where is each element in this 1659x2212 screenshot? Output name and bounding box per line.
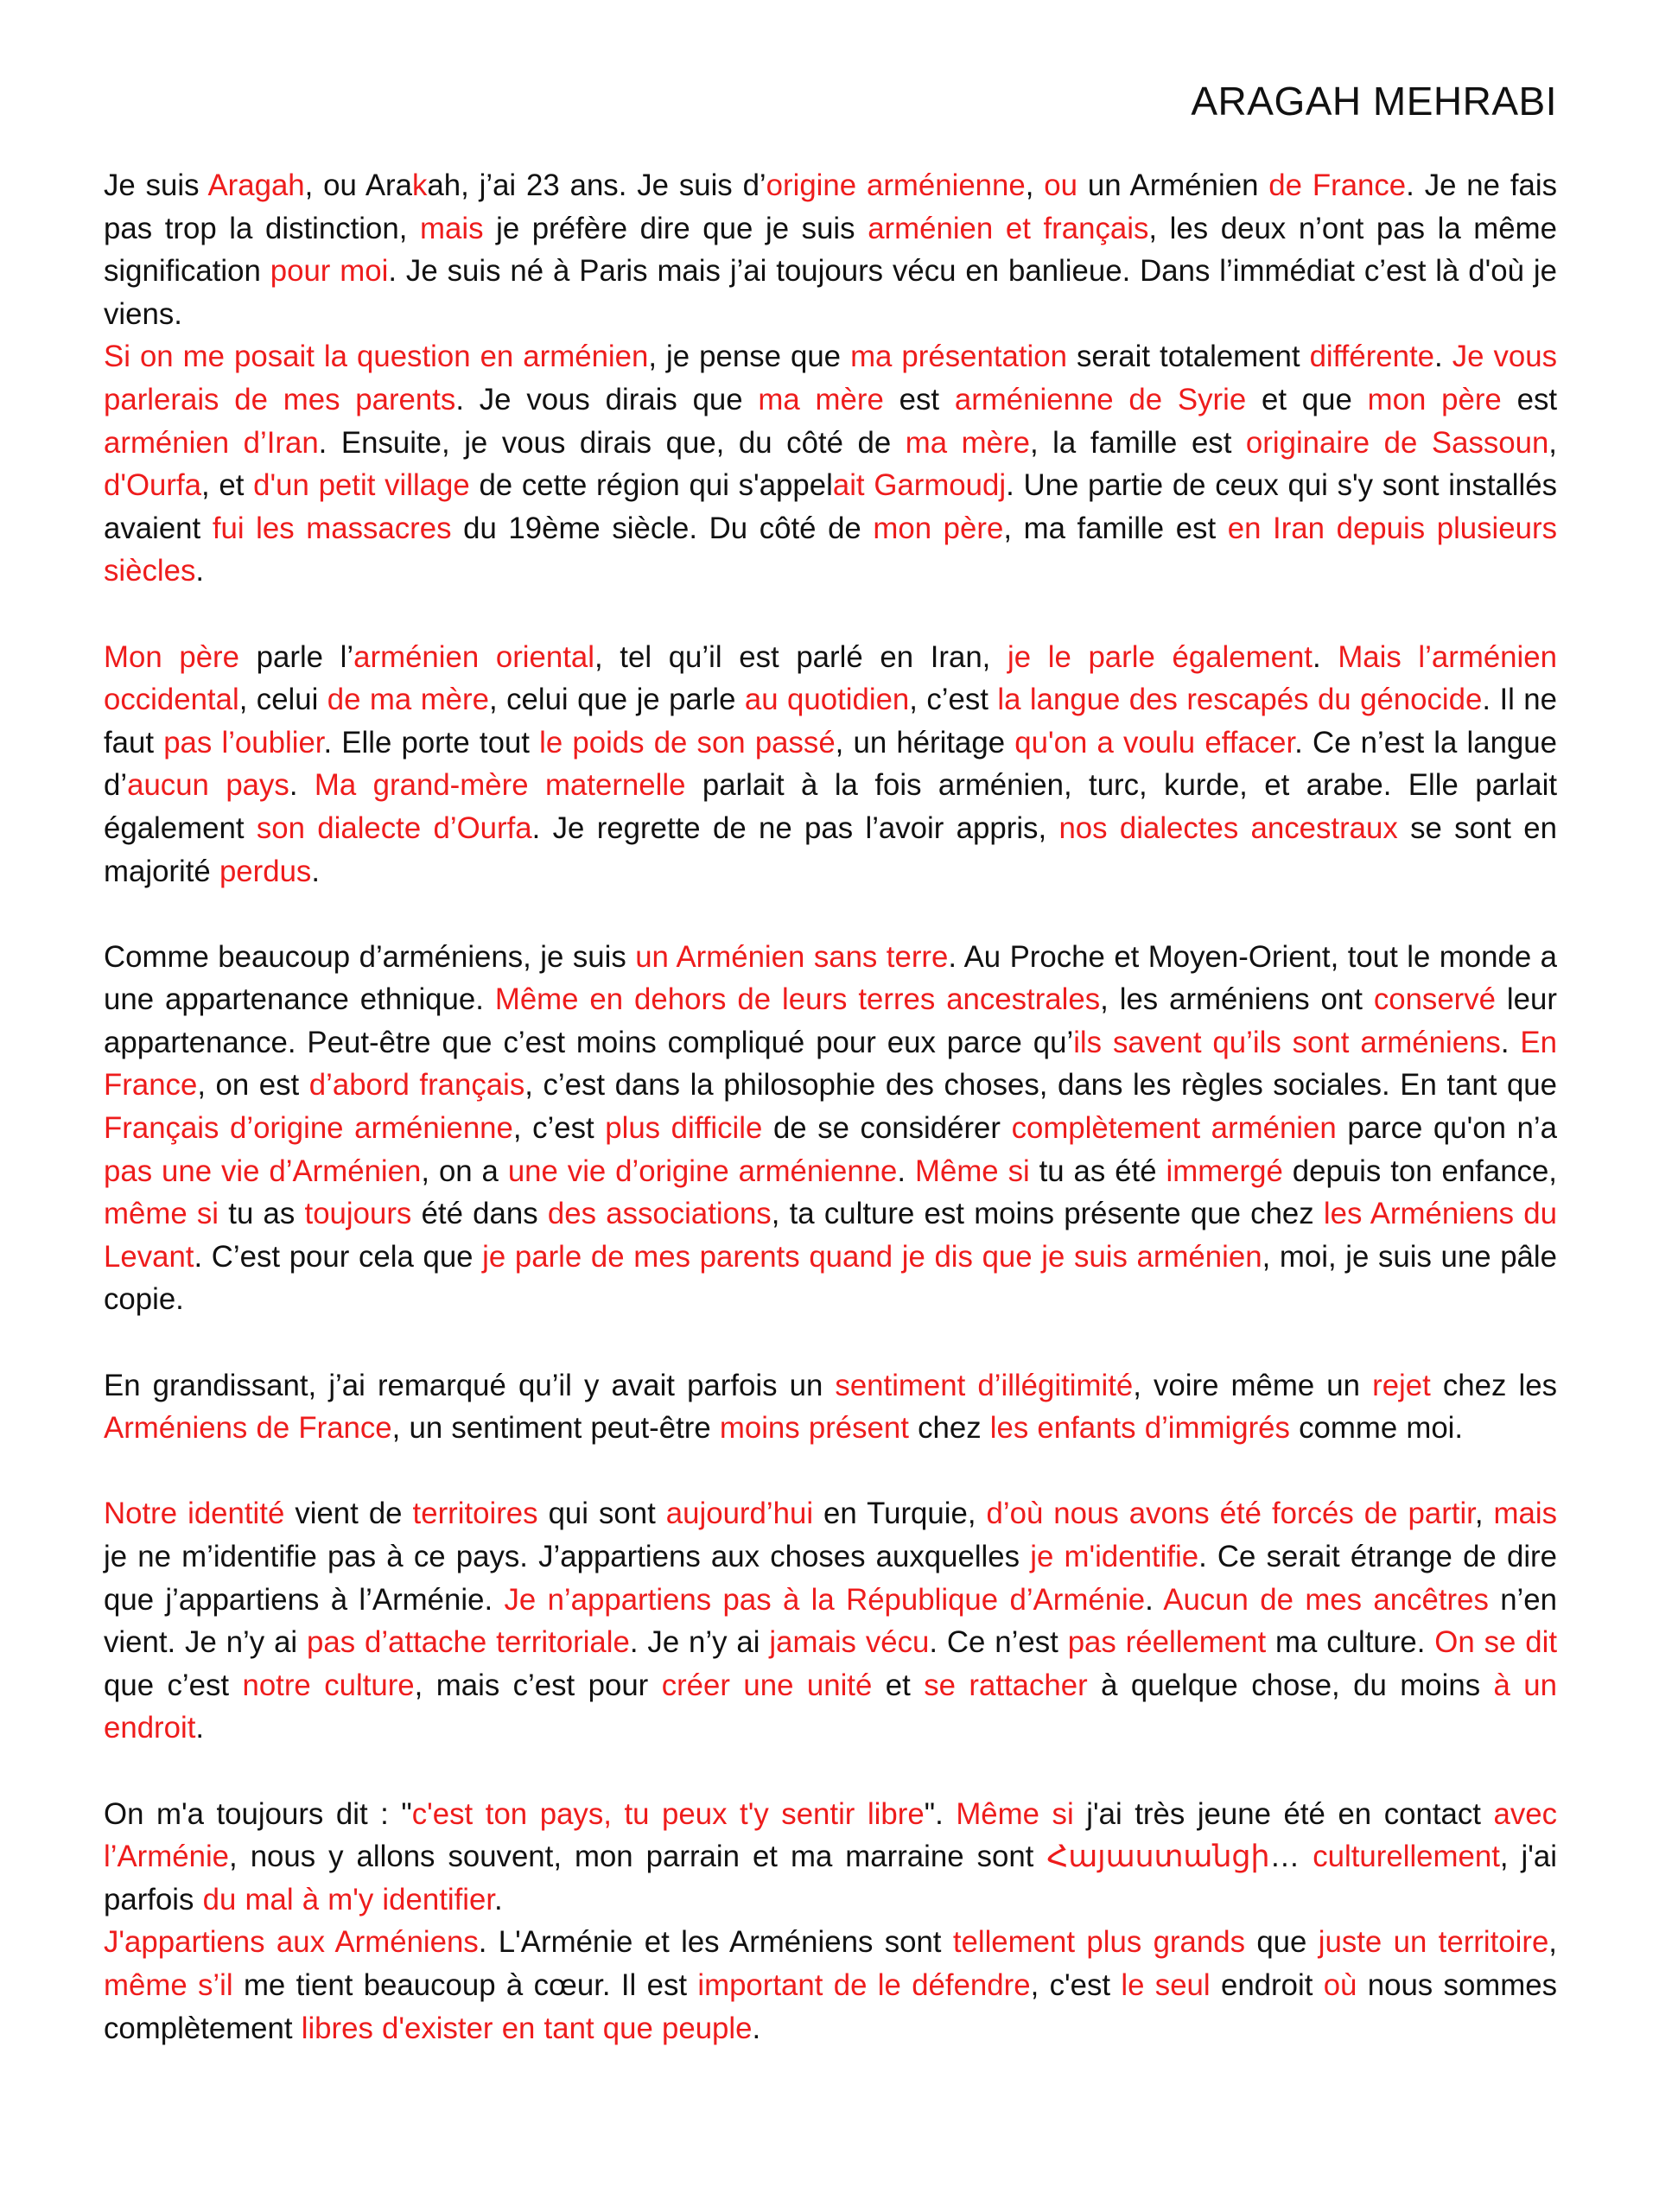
highlighted-phrase: pas une vie d’Arménien <box>104 1154 422 1188</box>
highlighted-phrase: se rattacher <box>924 1668 1088 1702</box>
text-run: et <box>872 1668 925 1702</box>
text-run: depuis ton enfance, <box>1282 1154 1557 1188</box>
highlighted-phrase: c'est ton pays, tu peux t'y sentir libre <box>411 1796 925 1831</box>
text-run: . Il ne faut <box>104 683 1557 760</box>
highlighted-phrase: avec l’Arménie <box>104 1796 1557 1874</box>
paragraph-gap <box>104 1750 1557 1793</box>
page-title: ARAGAH MEHRABI <box>1191 79 1557 124</box>
highlighted-phrase: ma mère <box>758 382 884 416</box>
text-run: . Ce n’est la langue d’ <box>104 725 1557 803</box>
highlighted-phrase: ma mère <box>905 425 1030 460</box>
highlighted-phrase: culturellement <box>1313 1840 1500 1874</box>
highlighted-phrase: pas d’attache territoriale <box>307 1625 630 1660</box>
text-run: . <box>289 768 315 803</box>
text-run: tu as <box>219 1197 305 1231</box>
highlighted-phrase: originaire de Sassoun <box>1245 425 1549 460</box>
text-run: , voire même un <box>1133 1368 1373 1402</box>
highlighted-phrase: Հայաստանցի <box>1046 1840 1270 1874</box>
highlighted-phrase: Français d’origine arménienne <box>104 1111 513 1146</box>
text-run: été dans <box>411 1197 548 1231</box>
highlighted-phrase: J'appartiens aux Arméniens <box>104 1925 479 1960</box>
highlighted-phrase: Je vous parlerais de mes parents <box>104 340 1557 416</box>
text-run: En grandissant, j’ai remarqué qu’il y avait parfois un <box>104 1368 836 1402</box>
text-run: je ne m’identifie pas à ce pays. J’appartiens aux choses auxquelles <box>104 1540 1031 1573</box>
highlighted-phrase: au quotidien <box>744 683 910 717</box>
paragraph-gap <box>104 1450 1557 1493</box>
highlighted-phrase: important de le défendre <box>697 1967 1031 2002</box>
text-run: , on a <box>421 1154 508 1188</box>
text-run: . <box>752 2011 761 2045</box>
text-run: j'ai très jeune été en contact <box>1073 1796 1494 1831</box>
highlighted-phrase: une vie d’origine arménienne <box>507 1154 898 1188</box>
highlighted-phrase: juste un territoire <box>1318 1925 1549 1960</box>
highlighted-phrase: Même en dehors de leurs terres ancestrales <box>494 982 1101 1017</box>
highlighted-phrase: Même si <box>956 1796 1074 1831</box>
highlighted-phrase: d'un petit village <box>253 468 470 503</box>
text-run: . <box>494 1882 503 1916</box>
highlighted-phrase: plus difficile <box>605 1111 763 1146</box>
text-run: . <box>897 1154 915 1188</box>
text-run: ma culture. <box>1266 1625 1435 1660</box>
highlighted-phrase: ma présentation <box>850 340 1067 374</box>
text-run: du 19ème siècle. Du côté de <box>451 511 874 545</box>
highlighted-phrase: origine arménienne <box>766 168 1026 202</box>
highlighted-phrase: des associations <box>547 1197 772 1231</box>
highlighted-phrase: son dialecte d’Ourfa <box>256 810 532 845</box>
text-run: , <box>1548 1925 1557 1960</box>
text-run: , les arméniens ont <box>1100 982 1374 1017</box>
text-run: ". <box>924 1796 957 1831</box>
text-run: me tient beaucoup à cœur. Il est <box>232 1967 698 2002</box>
text-run: ah, j’ai 23 ans. Je suis d’ <box>427 168 766 202</box>
highlighted-phrase: les enfants d’immigrés <box>989 1411 1290 1446</box>
text-run: de cette région qui s'appel <box>469 468 833 503</box>
text-run: est <box>1501 382 1558 416</box>
highlighted-phrase: le seul <box>1121 1967 1211 2002</box>
highlighted-phrase: Notre identité <box>104 1497 285 1531</box>
text-run: n’en vient. Je n’y ai <box>104 1582 1557 1660</box>
highlighted-phrase: aujourd’hui <box>665 1497 814 1531</box>
text-run: , nous y allons souvent, mon parrain et ma marraine sont <box>229 1840 1047 1874</box>
text-run: . Je ne fais pas trop la distinction, <box>104 168 1558 245</box>
highlighted-phrase: conservé <box>1373 982 1497 1017</box>
highlighted-phrase: le poids de son passé <box>539 725 836 760</box>
paragraph-identity <box>104 1492 1557 1750</box>
text-run: comme moi. <box>1289 1411 1464 1446</box>
highlighted-phrase: jamais vécu <box>769 1625 930 1660</box>
text-run: , j'ai parfois <box>104 1840 1558 1916</box>
highlighted-phrase: créer une unité <box>661 1668 873 1702</box>
highlighted-phrase: je le parle également <box>1007 639 1313 674</box>
text-run: , on est <box>197 1068 309 1103</box>
text-run: . <box>195 554 205 588</box>
text-run: , c’est <box>512 1111 606 1146</box>
text-run: , la famille est <box>1029 425 1246 460</box>
highlighted-phrase: Même si <box>914 1154 1030 1188</box>
text-run: vient de <box>284 1497 413 1531</box>
text-run: , celui que je parle <box>488 683 745 717</box>
text-run: , moi, je suis une pâle copie. <box>104 1239 1557 1317</box>
highlighted-phrase: arménien d’Iran <box>104 425 319 460</box>
paragraph-presentation <box>104 335 1557 593</box>
text-run: que <box>1244 1925 1319 1960</box>
text-run: je préfère dire que je suis <box>483 211 868 245</box>
highlighted-phrase: Arméniens de France <box>104 1411 392 1446</box>
highlighted-phrase: Aucun de mes ancêtres <box>1163 1582 1489 1617</box>
highlighted-phrase: ait Garmoudj <box>832 468 1007 503</box>
highlighted-phrase: je parle de mes parents quand je dis que je suis arménien <box>482 1239 1262 1274</box>
highlighted-phrase: Je n’appartiens pas à la République d’Arménie <box>504 1582 1146 1617</box>
text-run: , un sentiment peut-être <box>391 1411 720 1446</box>
highlighted-phrase: d’abord français <box>308 1068 525 1103</box>
highlighted-phrase: de ma mère <box>327 683 489 717</box>
text-run: parlait à la fois arménien, turc, kurde, et arabe. Elle parlait également <box>104 768 1557 845</box>
text-run: Je suis <box>104 168 208 202</box>
text-run: que c’est <box>104 1668 243 1702</box>
text-run: , c'est <box>1030 1967 1122 2002</box>
highlighted-phrase: k <box>411 168 428 202</box>
highlighted-phrase: les Arméniens du Levant <box>104 1197 1557 1274</box>
text-run: . <box>1145 1582 1164 1617</box>
highlighted-phrase: différente <box>1309 340 1435 374</box>
highlighted-phrase: qu'on a voulu effacer <box>1014 725 1295 760</box>
highlighted-phrase: rejet <box>1372 1368 1431 1402</box>
highlighted-phrase: nos dialectes ancestraux <box>1058 810 1398 845</box>
highlighted-phrase: d’où nous avons été forcés de partir <box>986 1497 1475 1531</box>
text-run: . <box>195 1711 205 1745</box>
text-run: , et <box>201 468 254 503</box>
text-run: . <box>1500 1025 1521 1059</box>
highlighted-phrase: même si <box>104 1197 219 1231</box>
text-run: … <box>1269 1840 1313 1874</box>
paragraph-belonging <box>104 1921 1557 2050</box>
text-run: . C’est pour cela que <box>194 1239 483 1274</box>
paragraph-landless <box>104 936 1557 1321</box>
highlighted-phrase: je m'identifie <box>1030 1540 1199 1573</box>
text-run: tu as été <box>1029 1154 1166 1188</box>
text-run: , ou Ara <box>304 168 412 202</box>
highlighted-phrase: notre culture <box>242 1668 415 1702</box>
highlighted-phrase: sentiment d’illégitimité <box>835 1368 1134 1402</box>
text-run: . <box>311 854 321 888</box>
highlighted-phrase: arménien oriental <box>353 639 594 674</box>
paragraph-illegitimacy <box>104 1364 1557 1450</box>
text-run: , ta culture est moins présente que chez <box>771 1197 1324 1231</box>
text-run: , <box>1548 425 1557 460</box>
text-run: . Ce serait étrange de dire que j’appartiens à l’Arménie. <box>104 1540 1557 1617</box>
paragraph-gap <box>104 893 1557 936</box>
highlighted-phrase: En France <box>104 1025 1557 1103</box>
text-run: serait totalement <box>1066 340 1310 374</box>
highlighted-phrase: moins présent <box>719 1411 909 1446</box>
text-run: , tel qu’il est parlé en Iran, <box>594 639 1007 674</box>
text-run: chez <box>908 1411 990 1446</box>
text-run: , <box>1474 1497 1494 1531</box>
highlighted-phrase: arménienne de Syrie <box>954 382 1247 416</box>
highlighted-phrase: immergé <box>1166 1154 1283 1188</box>
text-run: On m'a toujours dit : " <box>104 1796 412 1831</box>
text-run: . <box>1434 340 1452 374</box>
text-run: en Turquie, <box>813 1497 987 1531</box>
highlighted-phrase: mon père <box>873 511 1004 545</box>
text-run: , mais c’est pour <box>414 1668 662 1702</box>
highlighted-phrase: la langue des rescapés du génocide <box>997 683 1483 717</box>
highlighted-phrase: d'Ourfa <box>104 468 202 503</box>
text-run: , les deux n’ont pas la même signification <box>104 211 1557 289</box>
text-run: , <box>1025 168 1045 202</box>
text-run: . Je suis né à Paris mais j’ai toujours vécu en banlieue. Dans l’immédiat c’est là d'où je viens. <box>104 254 1557 331</box>
paragraph-gap <box>104 593 1557 636</box>
highlighted-phrase: pour moi <box>270 254 389 289</box>
highlighted-phrase: pas l’oublier <box>163 725 324 760</box>
highlighted-phrase: fui les massacres <box>212 511 452 545</box>
highlighted-phrase: même s’il <box>104 1967 233 2002</box>
paragraph-gap <box>104 1321 1557 1364</box>
text-run: Comme beaucoup d’arméniens, je suis <box>104 939 636 974</box>
text-run: . Je n’y ai <box>629 1625 770 1660</box>
highlighted-phrase: Mais l’arménien occidental <box>104 639 1557 717</box>
paragraph-intro <box>104 164 1557 335</box>
text-run: , c’est <box>909 683 998 717</box>
highlighted-phrase: Aragah <box>207 168 305 202</box>
text-run: . Ce n’est <box>929 1625 1068 1660</box>
highlighted-phrase: complètement arménien <box>1011 1111 1337 1146</box>
text-run: de se considérer <box>762 1111 1012 1146</box>
text-run: , je pense que <box>648 340 851 374</box>
highlighted-phrase: Mon père <box>104 639 239 674</box>
text-run: . Elle porte tout <box>323 725 540 760</box>
highlighted-phrase: territoires <box>412 1497 538 1531</box>
text-run: leur appartenance. Peut-être que c’est moins compliqué pour eux parce qu’ <box>104 982 1557 1059</box>
highlighted-phrase: ou <box>1044 168 1077 202</box>
highlighted-phrase: arménien et français <box>868 211 1149 245</box>
text-run: . <box>1312 639 1338 674</box>
highlighted-phrase: On se dit <box>1434 1625 1557 1660</box>
document-page <box>104 78 1557 2050</box>
text-run: . Une partie de ceux qui s'y sont installés avaient <box>104 468 1557 545</box>
highlighted-phrase: toujours <box>304 1197 412 1231</box>
highlighted-phrase: mon père <box>1367 382 1502 416</box>
text-run: parce qu'on n’a <box>1336 1111 1557 1146</box>
highlighted-phrase: Si on me posait la question en arménien <box>104 340 649 374</box>
highlighted-phrase: mais <box>420 211 484 245</box>
text-run: . Ensuite, je vous dirais que, du côté de <box>318 425 906 460</box>
paragraph-language <box>104 636 1557 893</box>
highlighted-phrase: à un endroit <box>104 1668 1557 1745</box>
text-run: , un héritage <box>835 725 1015 760</box>
text-run: , ma famille est <box>1003 511 1228 545</box>
highlighted-phrase: Ma grand-mère maternelle <box>314 768 686 803</box>
text-run: nous sommes complètement <box>104 1967 1558 2045</box>
highlighted-phrase: libres d'exister en tant que peuple <box>301 2011 753 2045</box>
highlighted-phrase: aucun pays <box>127 768 289 803</box>
highlighted-phrase: pas réellement <box>1067 1625 1267 1660</box>
highlighted-phrase: mais <box>1493 1497 1558 1531</box>
text-run: . Au Proche et Moyen-Orient, tout le monde a une appartenance ethnique. <box>104 939 1557 1017</box>
highlighted-phrase: du mal à m'y identifier <box>202 1882 495 1916</box>
text-run: à quelque chose, du moins <box>1087 1668 1494 1702</box>
text-run: , celui <box>238 683 327 717</box>
text-run: qui sont <box>537 1497 666 1531</box>
highlighted-phrase: en Iran depuis plusieurs siècles <box>104 511 1557 588</box>
text-run: se sont en majorité <box>104 810 1557 888</box>
text-run: . Je regrette de ne pas l’avoir appris, <box>531 810 1059 845</box>
text-run: chez les <box>1430 1368 1557 1402</box>
highlighted-phrase: un Arménien sans terre <box>635 939 949 974</box>
text-run: parle l’ <box>239 639 354 674</box>
paragraph-country <box>104 1793 1557 1922</box>
text-run: . Je vous dirais que <box>455 382 759 416</box>
highlighted-phrase: tellement plus grands <box>952 1925 1245 1960</box>
highlighted-phrase: où <box>1323 1967 1357 2002</box>
text-run: . L'Arménie et les Arméniens sont <box>478 1925 953 1960</box>
highlighted-phrase: de France <box>1268 168 1407 202</box>
highlighted-phrase: perdus <box>219 854 312 888</box>
text-run: un Arménien <box>1077 168 1269 202</box>
text-run: et que <box>1246 382 1368 416</box>
text-run: est <box>883 382 955 416</box>
text-run: endroit <box>1210 1967 1324 2002</box>
highlighted-phrase: ils savent qu’ils sont arméniens <box>1073 1025 1501 1059</box>
text-run: , c’est dans la philosophie des choses, dans les règles sociales. En tant que <box>524 1068 1557 1103</box>
